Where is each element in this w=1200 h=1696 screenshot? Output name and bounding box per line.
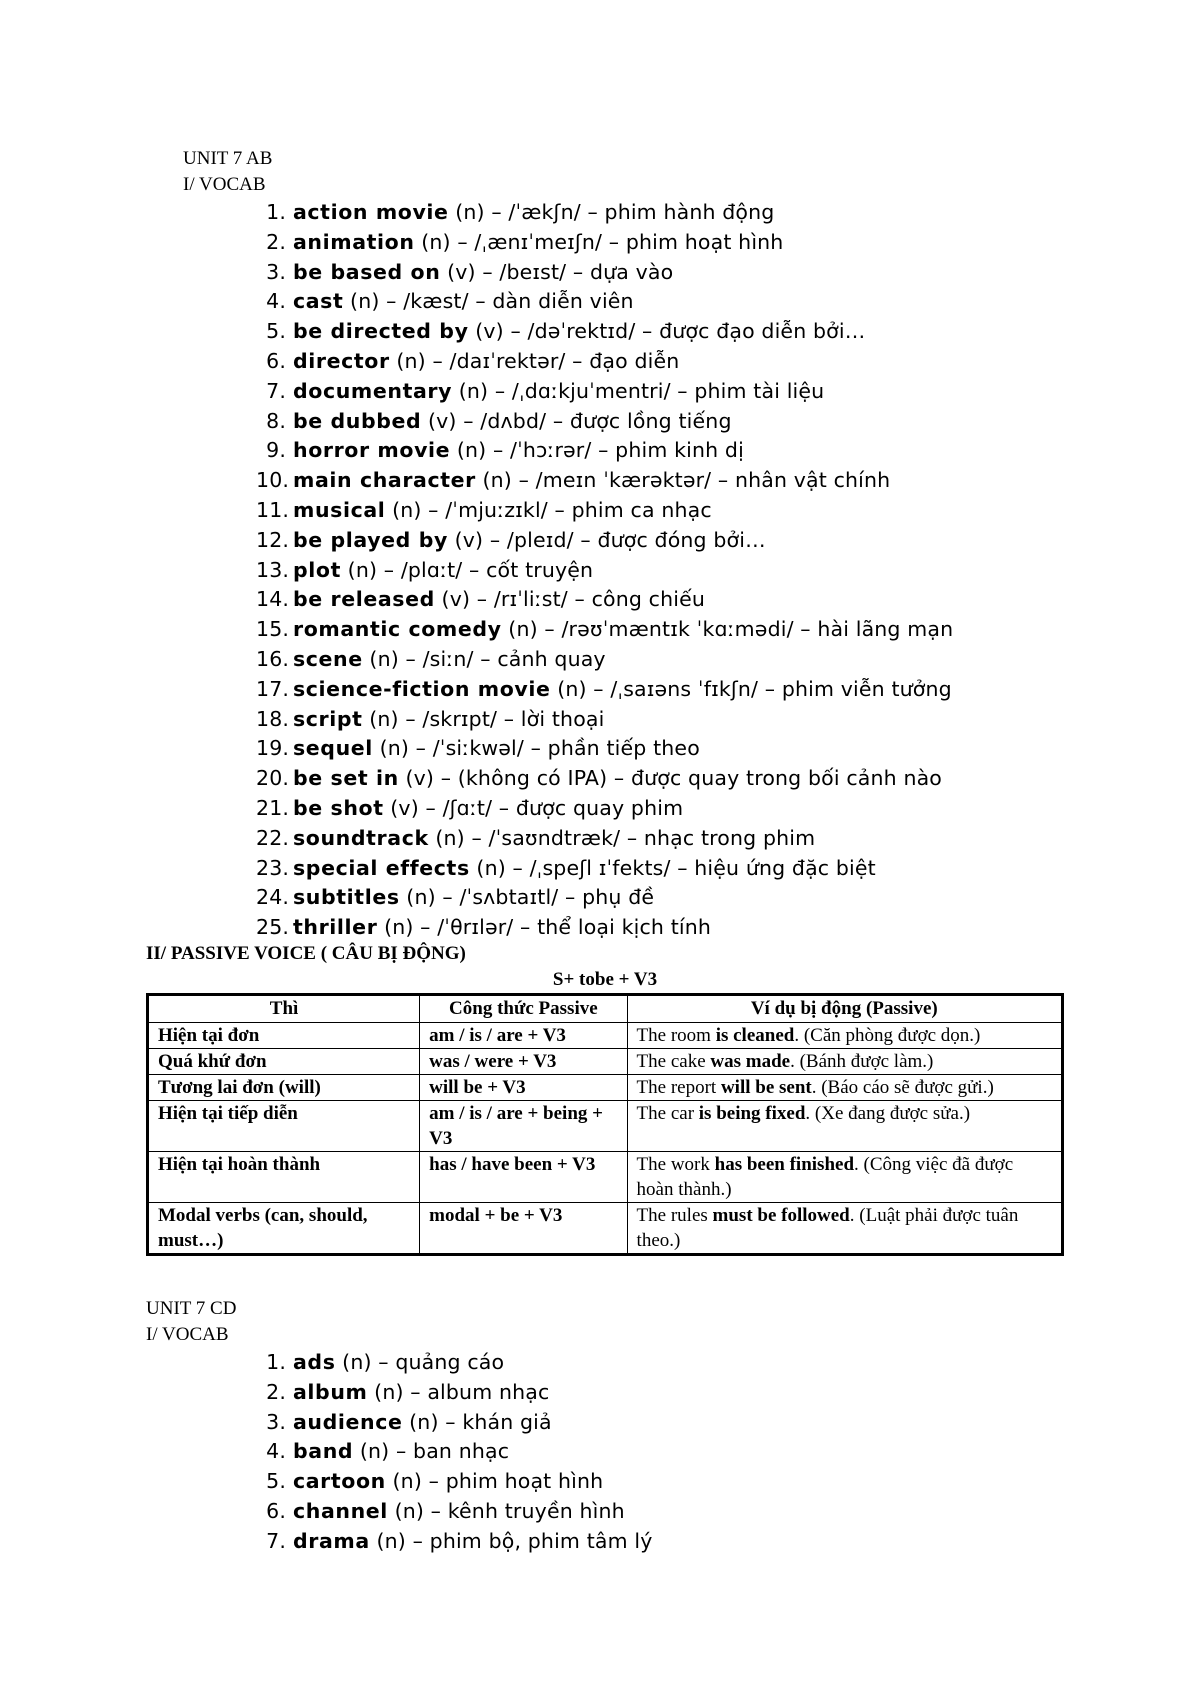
vocab-item <box>256 615 953 645</box>
vocab-term: sequel <box>293 736 373 761</box>
example-text: . (Luật phải được tuân theo.) <box>636 1205 1019 1251</box>
table-row <box>148 1203 1063 1255</box>
unit-ab-title: UNIT 7 AB <box>183 148 273 169</box>
vocab-number: 1. <box>266 200 286 224</box>
vocab-number: 21. <box>256 795 290 820</box>
tense-cell: Modal verbs (can, should, must…) <box>148 1203 420 1255</box>
unit-cd-title: UNIT 7 CD <box>146 1298 237 1319</box>
example-text: The work <box>636 1154 715 1175</box>
vocab-term: be set in <box>293 766 399 791</box>
vocab-term: band <box>293 1439 354 1464</box>
vocab-number: 3. <box>266 259 286 284</box>
vocab-item <box>256 496 953 526</box>
formula-cell: has / have been + V3 <box>420 1152 627 1203</box>
vocab-term: director <box>293 348 390 373</box>
example-passive-verb: is being fixed <box>698 1103 806 1124</box>
vocab-item <box>256 1497 653 1527</box>
vocab-term: drama <box>293 1528 370 1553</box>
vocab-number: 8. <box>266 408 286 433</box>
example-passive-verb: must be followed <box>712 1205 850 1226</box>
unit-ab-vocab-heading: I/ VOCAB <box>183 174 266 195</box>
vocab-item <box>256 556 953 586</box>
vocab-term: script <box>293 706 363 731</box>
table-row <box>148 1152 1063 1203</box>
example-text: The room <box>636 1025 716 1046</box>
vocab-number: 6. <box>266 1498 286 1523</box>
vocab-term: channel <box>293 1498 388 1523</box>
tense-cell: Hiện tại đơn <box>148 1023 420 1049</box>
vocab-item <box>256 436 953 466</box>
vocab-definition: (n) – ban nhạc <box>353 1439 510 1464</box>
vocab-number: 5. <box>266 319 286 344</box>
vocab-definition: (v) – (không có IPA) – được quay trong bối cảnh nào <box>398 766 942 791</box>
vocab-definition: (n) – /ˈsiːkwəl/ – phần tiếp theo <box>372 736 700 761</box>
vocab-number: 24. <box>256 885 290 910</box>
table-row <box>148 1023 1063 1049</box>
vocab-term: cast <box>293 289 344 314</box>
formula-cell: was / were + V3 <box>420 1049 627 1075</box>
vocab-number: 19. <box>256 736 290 761</box>
example-cell <box>627 1203 1062 1255</box>
vocab-number: 22. <box>256 825 290 850</box>
header-formula: Công thức Passive <box>420 995 627 1023</box>
example-passive-verb: will be sent <box>720 1077 812 1098</box>
vocab-term: be based on <box>293 259 441 284</box>
example-text: . (Công việc đã được hoàn thành.) <box>636 1154 1014 1200</box>
vocab-number: 3. <box>266 1409 286 1434</box>
vocab-term: ads <box>293 1350 336 1374</box>
formula-cell: will be + V3 <box>420 1075 627 1101</box>
vocab-definition: (v) – /rɪˈliːst/ – công chiếu <box>434 587 705 612</box>
vocab-item <box>256 734 953 764</box>
unit-cd-vocab-list <box>256 1348 653 1557</box>
vocab-number: 7. <box>266 1528 286 1553</box>
vocab-definition: (n) – album nhạc <box>367 1379 550 1404</box>
vocab-term: documentary <box>293 378 453 403</box>
vocab-item <box>256 883 953 913</box>
vocab-item <box>256 705 953 735</box>
table-row <box>148 1049 1063 1075</box>
vocab-definition: (n) – /daɪˈrektər/ – đạo diễn <box>389 348 680 373</box>
tense-cell: Quá khứ đơn <box>148 1049 420 1075</box>
vocab-definition: (n) – khán giả <box>402 1409 552 1434</box>
vocab-item <box>256 258 953 288</box>
vocab-number: 5. <box>266 1469 286 1494</box>
formula-cell: modal + be + V3 <box>420 1203 627 1255</box>
vocab-term: horror movie <box>293 438 451 463</box>
vocab-number: 12. <box>256 527 290 552</box>
vocab-number: 16. <box>256 646 290 671</box>
vocab-definition: (n) – /ˌspeʃl ɪˈfekts/ – hiệu ứng đặc biệt <box>469 855 876 880</box>
passive-formula: S+ tobe + V3 <box>552 969 658 990</box>
vocab-item <box>256 764 953 794</box>
vocab-term: soundtrack <box>293 825 429 850</box>
example-passive-verb: has been finished <box>714 1154 855 1175</box>
vocab-item <box>256 526 953 556</box>
example-cell <box>627 1075 1062 1101</box>
vocab-definition: (n) – /ˈmjuːzɪkl/ – phim ca nhạc <box>385 497 712 522</box>
vocab-term: cartoon <box>293 1469 386 1494</box>
vocab-item <box>256 407 953 437</box>
example-passive-verb: was made <box>710 1051 791 1072</box>
vocab-item <box>256 585 953 615</box>
vocab-number: 15. <box>256 617 290 642</box>
vocab-number: 10. <box>256 468 290 493</box>
example-text: The rules <box>636 1205 713 1226</box>
vocab-term: scene <box>293 646 363 671</box>
example-cell <box>627 1152 1062 1203</box>
vocab-item <box>256 228 953 258</box>
vocab-definition: (v) – /pleɪd/ – được đóng bởi… <box>447 527 766 552</box>
vocab-definition: (n) – /ˌænɪˈmeɪʃn/ – phim hoạt hình <box>414 229 784 254</box>
header-example: Ví dụ bị động (Passive) <box>627 995 1062 1023</box>
vocab-number: 7. <box>266 378 286 403</box>
vocab-definition: (n) – /kæst/ – dàn diễn viên <box>343 289 634 314</box>
vocab-item <box>256 198 953 228</box>
vocab-term: science-fiction movie <box>293 676 551 701</box>
vocab-number: 4. <box>266 289 286 314</box>
vocab-term: animation <box>293 229 415 254</box>
vocab-number: 20. <box>256 766 290 791</box>
vocab-item <box>256 794 953 824</box>
vocab-definition: (n) – /plɑːt/ – cốt truyện <box>341 557 594 582</box>
formula-cell: am / is / are + V3 <box>420 1023 627 1049</box>
tense-cell: Hiện tại tiếp diễn <box>148 1101 420 1152</box>
vocab-number: 2. <box>266 229 286 254</box>
vocab-definition: (n) – /ˌdɑːkjuˈmentri/ – phim tài liệu <box>452 378 825 403</box>
vocab-number: 18. <box>256 706 290 731</box>
vocab-item <box>256 675 953 705</box>
table-header-row <box>148 995 1063 1023</box>
example-text: . (Xe đang được sửa.) <box>805 1103 971 1124</box>
vocab-term: be played by <box>293 527 448 552</box>
vocab-item <box>256 466 953 496</box>
vocab-definition: (n) – /ˈækʃn/ – phim hành động <box>448 200 775 224</box>
vocab-term: romantic comedy <box>293 617 502 642</box>
vocab-number: 13. <box>256 557 290 582</box>
vocab-definition: (v) – /dəˈrektɪd/ – được đạo diễn bởi… <box>468 319 866 344</box>
vocab-definition: (n) – phim hoạt hình <box>385 1469 604 1494</box>
vocab-number: 25. <box>256 915 290 940</box>
vocab-item <box>256 854 953 884</box>
vocab-number: 14. <box>256 587 290 612</box>
vocab-term: main character <box>293 468 476 493</box>
vocab-item <box>256 1527 653 1557</box>
vocab-term: be directed by <box>293 319 469 344</box>
vocab-term: album <box>293 1379 368 1404</box>
table-row <box>148 1075 1063 1101</box>
example-text: The cake <box>636 1051 711 1072</box>
vocab-term: thriller <box>293 915 378 940</box>
vocab-item <box>256 317 953 347</box>
vocab-number: 23. <box>256 855 290 880</box>
vocab-definition: (n) – /ˈsaʊndtræk/ – nhạc trong phim <box>428 825 816 850</box>
vocab-term: special effects <box>293 855 470 880</box>
example-cell <box>627 1049 1062 1075</box>
vocab-term: action movie <box>293 200 449 224</box>
tense-cell: Hiện tại hoàn thành <box>148 1152 420 1203</box>
formula-cell: am / is / are + being + V3 <box>420 1101 627 1152</box>
example-text: The report <box>636 1077 721 1098</box>
vocab-definition: (n) – /ˈhɔːrər/ – phim kinh dị <box>450 438 744 463</box>
vocab-definition: (n) – /ˈθrɪlər/ – thể loại kịch tính <box>377 915 712 940</box>
example-text: . (Báo cáo sẽ được gửi.) <box>811 1077 994 1098</box>
vocab-item <box>256 1467 653 1497</box>
vocab-number: 1. <box>266 1350 286 1374</box>
vocab-definition: (n) – /meɪn ˈkærəktər/ – nhân vật chính <box>475 468 891 493</box>
vocab-item <box>256 1348 653 1378</box>
example-cell <box>627 1023 1062 1049</box>
vocab-term: musical <box>293 497 386 522</box>
vocab-term: audience <box>293 1409 403 1434</box>
vocab-definition: (n) – quảng cáo <box>335 1350 505 1374</box>
passive-table <box>146 993 1064 1256</box>
vocab-term: be dubbed <box>293 408 422 433</box>
vocab-term: be released <box>293 587 435 612</box>
vocab-definition: (n) – phim bộ, phim tâm lý <box>369 1528 653 1553</box>
vocab-definition: (n) – /siːn/ – cảnh quay <box>362 646 606 671</box>
header-tense: Thì <box>148 995 420 1023</box>
vocab-item <box>256 1378 653 1408</box>
vocab-term: subtitles <box>293 885 400 910</box>
vocab-definition: (n) – /ˌsaɪəns ˈfɪkʃn/ – phim viễn tưởng <box>550 676 952 701</box>
example-cell <box>627 1101 1062 1152</box>
vocab-number: 6. <box>266 348 286 373</box>
example-passive-verb: is cleaned <box>715 1025 795 1046</box>
vocab-item <box>256 1408 653 1438</box>
example-text: . (Căn phòng được dọn.) <box>794 1025 981 1046</box>
vocab-definition: (v) – /beɪst/ – dựa vào <box>440 259 674 284</box>
vocab-term: plot <box>293 557 341 582</box>
tense-cell: Tương lai đơn (will) <box>148 1075 420 1101</box>
vocab-number: 9. <box>266 438 286 463</box>
vocab-item <box>256 645 953 675</box>
vocab-definition: (n) – kênh truyền hình <box>387 1498 625 1523</box>
vocab-item <box>256 913 953 943</box>
vocab-number: 11. <box>256 497 290 522</box>
vocab-number: 17. <box>256 676 290 701</box>
table-row <box>148 1101 1063 1152</box>
vocab-definition: (n) – /skrɪpt/ – lời thoại <box>362 706 605 731</box>
example-text: . (Bánh được làm.) <box>790 1051 934 1072</box>
vocab-item <box>256 287 953 317</box>
vocab-number: 2. <box>266 1379 286 1404</box>
vocab-definition: (v) – /dʌbd/ – được lồng tiếng <box>421 408 732 433</box>
unit-cd-vocab-heading: I/ VOCAB <box>146 1324 229 1345</box>
vocab-definition: (n) – /rəʊˈmæntɪk ˈkɑːmədi/ – hài lãng mạn <box>501 617 954 642</box>
passive-heading: II/ PASSIVE VOICE ( CÂU BỊ ĐỘNG) <box>146 943 466 964</box>
vocab-item <box>256 824 953 854</box>
example-text: The car <box>636 1103 699 1124</box>
vocab-definition: (n) – /ˈsʌbtaɪtl/ – phụ đề <box>399 885 655 910</box>
vocab-term: be shot <box>293 795 384 820</box>
vocab-item <box>256 377 953 407</box>
vocab-number: 4. <box>266 1439 286 1464</box>
vocab-definition: (v) – /ʃɑːt/ – được quay phim <box>383 795 684 820</box>
unit-ab-vocab-list <box>256 198 953 943</box>
vocab-item <box>256 1437 653 1467</box>
vocab-item <box>256 347 953 377</box>
